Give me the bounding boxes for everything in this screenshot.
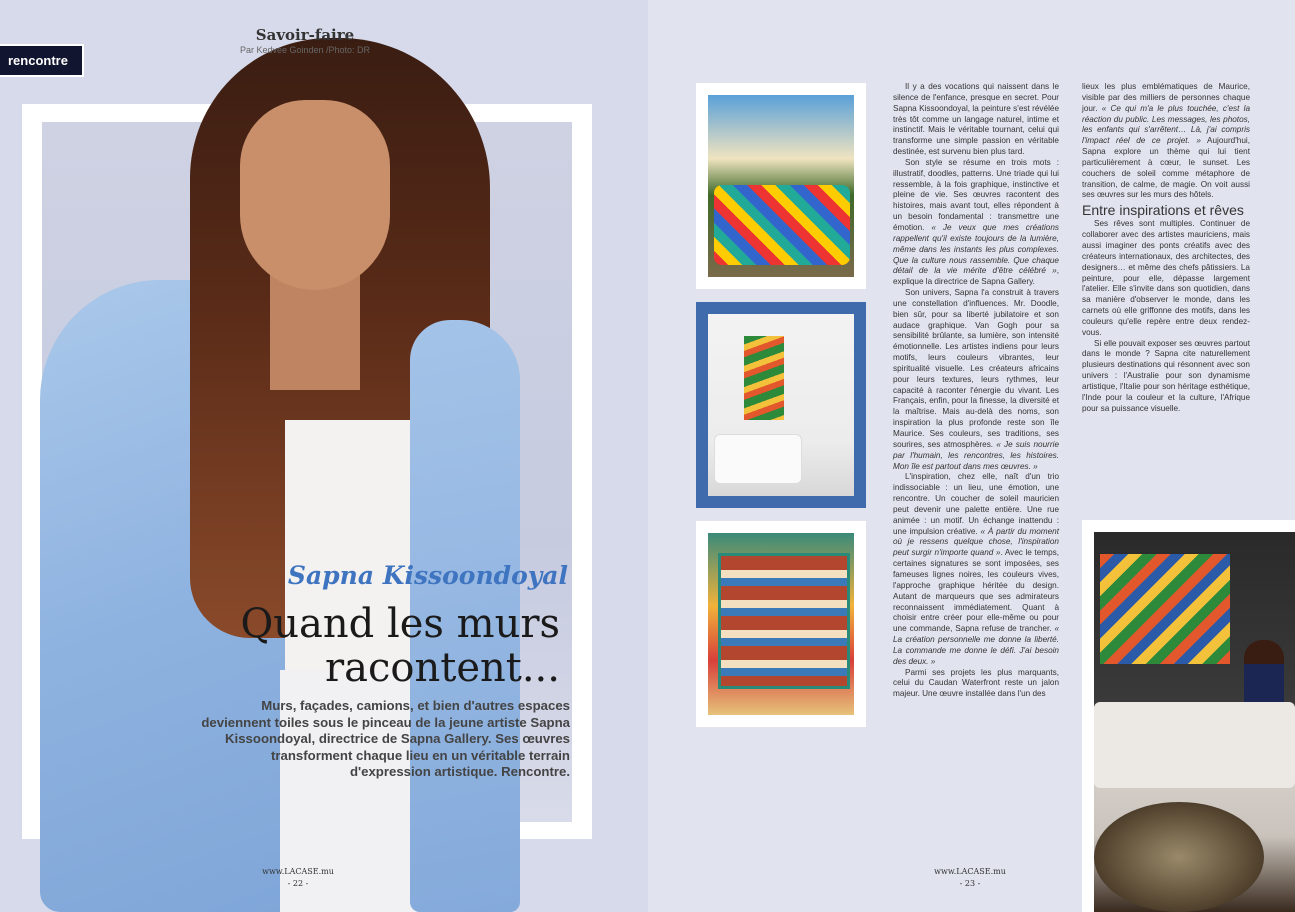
article-headline [150,602,560,690]
footer-site: www.LACASE.mu [934,867,1006,876]
article-lead: Murs, façades, camions, et bien d'autres espaces deviennent toiles sous le pinceau de la jeune artiste Sapna Kissoondoyal, directrice de Sapna Gallery. Ses œuvres transforment chaque lieu en un véritable terrain d'expression artistique. Rencontre. [201,698,570,779]
sofa [1094,702,1295,788]
paragraph: Si elle pouvait exposer ses œuvres partout dans le monde ? Sapna cite naturellement plusieurs destinations qui résonnent avec son univers : l'Australie pour son dynamisme artistique, l'Italie pour son héritage esthétique, l'Inde pour la couleur et la culture, l'Afrique pour sa puissance visuelle. [1082,338,1250,413]
elephant-painting [1100,554,1230,664]
byline: Par Kedvee Goinden /Photo: DR [239,45,371,55]
photo-artist-gallery [1082,520,1295,912]
footer-site: www.LACASE.mu [262,867,334,876]
page-footer-left [248,866,348,890]
headline-line-1: Quand les murs [240,601,560,647]
footer-page-number: - 23 - [959,879,981,888]
wall-canvas [744,336,784,420]
coffee-table [1094,802,1264,912]
right-page [648,0,1295,912]
headline-line-2: racontent... [325,645,560,691]
artist-name: Sapna Kissoondoyal [287,561,568,590]
article-column-2 [1082,82,1250,414]
section-title: Savoir-faire [255,26,355,44]
paragraph: L'inspiration, chez elle, naît d'un trio indissociable : un lieu, une émotion, une rencontre. Un coucher de soleil mauricien peut devenir une palette entière. Une rue animée : un motif. Un échange inattendu : une impulsion créative. « À partir du moment où je ressens quelque chose, l'inspiration peut surgir n'importe quand ». Avec le temps, certaines signatures se sont imposées, ses fameuses lignes noires, les couleurs vives, l'approche graphique héritée du design. Autant de marqueurs que ses admirateurs reconnaissent immédiatement. Quant à choisir entre créer pour elle-même ou pour une commande, Sapna refuse de trancher. « La création personnelle me donne la liberté. La commande me donne le défi. J'ai besoin des deux. » [893,472,1059,666]
paragraph: Son univers, Sapna l'a construit à travers une constellation d'influences. Mr. Doodle, bien sûr, pour sa liberté jubilatoire et son audace graphique. Van Gogh pour sa sensibilité brûlante, sa lumière, son intensité émotionnelle. Les artistes indiens pour leurs motifs, leurs couleurs vibrantes, leur spiritualité visuelle. Les créateurs africains pour leurs textures, leurs rythmes, leur capacité à raconter l'énergie du vivant. Les Français, enfin, pour la finesse, la diversité et la maîtrise. Mais au-delà des noms, son inspiration la plus profonde reste son île Maurice. Ses couleurs, ses traditions, ses sourires, ses atmosphères. « Je suis nourrie par l'humain, les rencontres, les histoires. Mon île est partout dans mes œuvres. » [893,288,1059,471]
page-footer-right [920,866,1020,890]
paragraph: Il y a des vocations qui naissent dans le silence de l'enfance, presque en secret. Pour Sapna Kissoondoyal, la peinture s'est révélée très tôt comme un langage naturel, intime et instinctif. Mais le véritable tournant, celui qui transforme une simple passion en véritable destinée, est survenu bien plus tard. [893,82,1059,157]
article-column-1 [893,82,1059,700]
armchair [714,434,802,484]
subheading: Entre inspirations et rêves [1082,202,1244,219]
photo-painted-truck [696,83,866,289]
portrait-face [240,100,390,290]
paragraph: Parmi ses projets les plus marquants, celui du Caudan Waterfront reste un jalon majeur. Une œuvre installée dans l'un des [893,667,1059,699]
paragraph: Ses rêves sont multiples. Continuer de collaborer avec des artistes mauriciens, mais aussi imaginer des ponts créatifs avec des créateurs internationaux, des architectes, des designers… et même des chefs pâtissiers. La peinture, pour elle, dépasse largement l'atelier. Elle s'invite dans son quotidien, dans sa manière d'observer le monde, dans les carnets où elle griffonne des motifs, dans les couleurs qu'elle repère entre deux rendez-vous. [1082,219,1250,337]
paragraph: Son style se résume en trois mots : illustratif, doodles, patterns. Une triade qui lui ressemble, à la fois graphique, instinctive et pleine de vie. Ses œuvres racontent des histoires, mais avant tout, elles répondent à un besoin fondamental : transmettre une émotion. « Je veux que mes créations rappellent qu'il existe toujours de la lumière, même dans les instants les plus complexes. Que la culture nous rassemble. Que chaque détail de la vie mérite d'être célébré », explique la directrice de Sapna Gallery. [893,157,1060,287]
painted-kiosk [718,553,850,689]
footer-page-number: - 22 - [287,879,309,888]
paragraph: lieux les plus emblématiques de Maurice, visible par des milliers de personnes chaque jour. « Ce qui m'a le plus touchée, c'est la réaction du public. Les messages, les photos, les enfants qui s'arrêtent… Là, j'ai compris l'impact réel de ce projet. » Aujourd'hui, Sapna explore un thème qui lui tient particulièrement à cœur, le sunset. Les couchers de soleil comme métaphore de transition, de calme, de magie. On voit aussi ses œuvres sur les murs des hôtels. [1082,82,1250,200]
rubric-label: rencontre [0,44,84,77]
photo-living-room-artwork [696,302,866,508]
painted-truck [714,185,850,265]
photo-book-kiosk [696,521,866,727]
